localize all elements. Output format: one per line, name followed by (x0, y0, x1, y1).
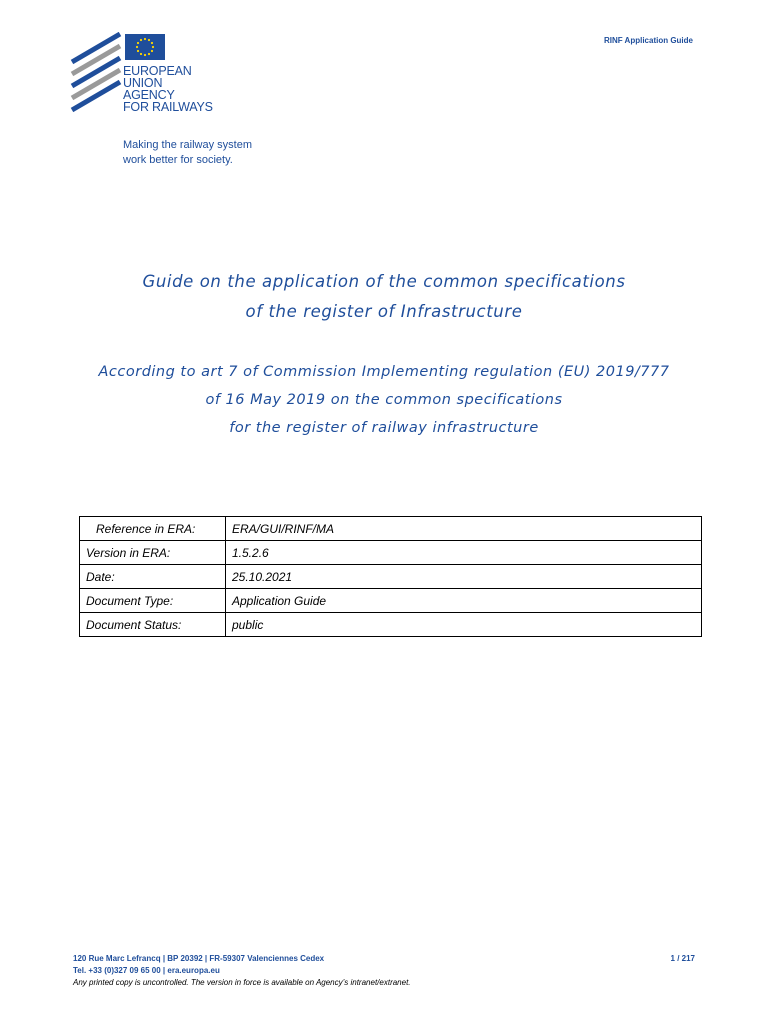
document-subtitle (0, 358, 768, 442)
title-line: of the register of Infrastructure (245, 302, 523, 321)
meta-value: public (226, 613, 702, 637)
org-name-line: UNION (123, 76, 163, 90)
document-title (0, 267, 768, 327)
org-name-line: AGENCY (123, 88, 175, 102)
footer-note: Any printed copy is uncontrolled. The version in force is available on Agency’s intranet/extranet. (73, 978, 411, 987)
document-label: RINF Application Guide (603, 36, 693, 45)
meta-key: Version in ERA: (80, 541, 226, 565)
table-row (80, 517, 702, 541)
meta-key: Reference in ERA: (80, 517, 226, 541)
table-row (80, 589, 702, 613)
eu-flag-icon (125, 34, 165, 60)
document-metadata-table (79, 516, 702, 637)
org-name-line: FOR RAILWAYS (123, 100, 213, 114)
org-name-line: EUROPEAN (123, 64, 192, 78)
subtitle-line: of 16 May 2019 on the common specifications (205, 392, 563, 408)
meta-value: 1.5.2.6 (226, 541, 702, 565)
subtitle-line: According to art 7 of Commission Implementing regulation (EU) 2019/777 (98, 364, 670, 380)
page-footer (73, 953, 695, 989)
page-number: 1 / 217 (670, 954, 695, 963)
meta-key: Document Status: (80, 613, 226, 637)
meta-value: ERA/GUI/RINF/MA (226, 517, 702, 541)
meta-key: Date: (80, 565, 226, 589)
table-row (80, 541, 702, 565)
tagline (123, 138, 252, 168)
subtitle-line: for the register of railway infrastructure (229, 420, 539, 436)
table-row (80, 565, 702, 589)
meta-key: Document Type: (80, 589, 226, 613)
title-line: Guide on the application of the common specifications (142, 272, 626, 291)
tagline-line: Making the railway system (123, 139, 252, 151)
meta-value: Application Guide (226, 589, 702, 613)
org-name (123, 65, 213, 113)
footer-contact: Tel. +33 (0)327 09 65 00 | era.europa.eu (73, 966, 220, 975)
footer-address: 120 Rue Marc Lefrancq | BP 20392 | FR-59307 Valenciennes Cedex (73, 954, 325, 963)
logo-stripes-icon (70, 32, 122, 120)
era-logo (70, 32, 230, 122)
table-row (80, 613, 702, 637)
tagline-line: work better for society. (123, 154, 233, 166)
meta-value: 25.10.2021 (226, 565, 702, 589)
